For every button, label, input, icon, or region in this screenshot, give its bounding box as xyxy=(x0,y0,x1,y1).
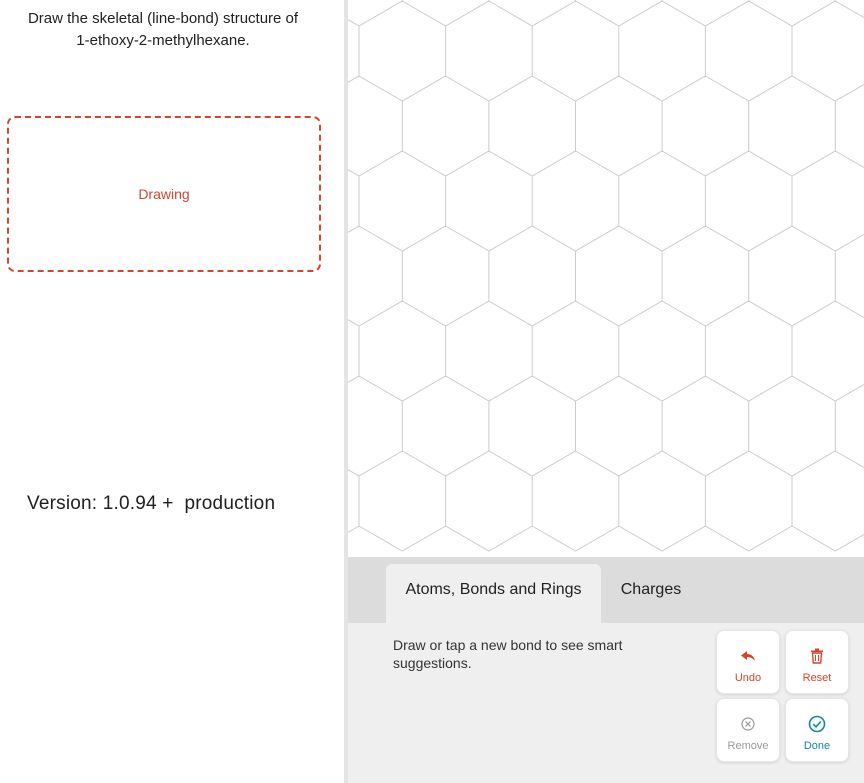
tab-strip xyxy=(348,557,864,623)
remove-label: Remove xyxy=(727,740,769,752)
reset-label: Reset xyxy=(802,672,832,684)
hint-text: Draw or tap a new bond to see smart suggestions. xyxy=(393,637,623,671)
version-label: Version: 1.0.94 + production xyxy=(27,493,276,514)
trash-icon xyxy=(786,647,848,665)
remove-button[interactable] xyxy=(716,698,780,762)
hex-grid xyxy=(348,0,864,557)
circle-x-icon xyxy=(717,715,779,733)
answer-drawing-box[interactable] xyxy=(7,116,321,272)
undo-label: Undo xyxy=(734,672,762,684)
question-panel xyxy=(0,0,344,783)
undo-button[interactable] xyxy=(716,630,780,694)
tab-charges[interactable]: Charges xyxy=(620,581,682,598)
done-button[interactable] xyxy=(785,698,849,762)
question-line-2: 1-ethoxy-2-methylhexane. xyxy=(76,32,250,49)
done-label: Done xyxy=(803,740,831,752)
check-circle-icon xyxy=(786,715,848,733)
drawing-label: Drawing xyxy=(138,186,190,202)
tab-atoms-bonds-rings[interactable]: Atoms, Bonds and Rings xyxy=(386,564,601,623)
question-text xyxy=(8,8,318,52)
drawing-canvas[interactable] xyxy=(348,0,864,557)
undo-arrow-icon xyxy=(717,647,779,665)
drawing-toolbar xyxy=(348,557,864,783)
question-line-1: Draw the skeletal (line-bond) structure of xyxy=(27,10,299,27)
reset-button[interactable] xyxy=(785,630,849,694)
hex-grid-lines xyxy=(348,0,864,551)
